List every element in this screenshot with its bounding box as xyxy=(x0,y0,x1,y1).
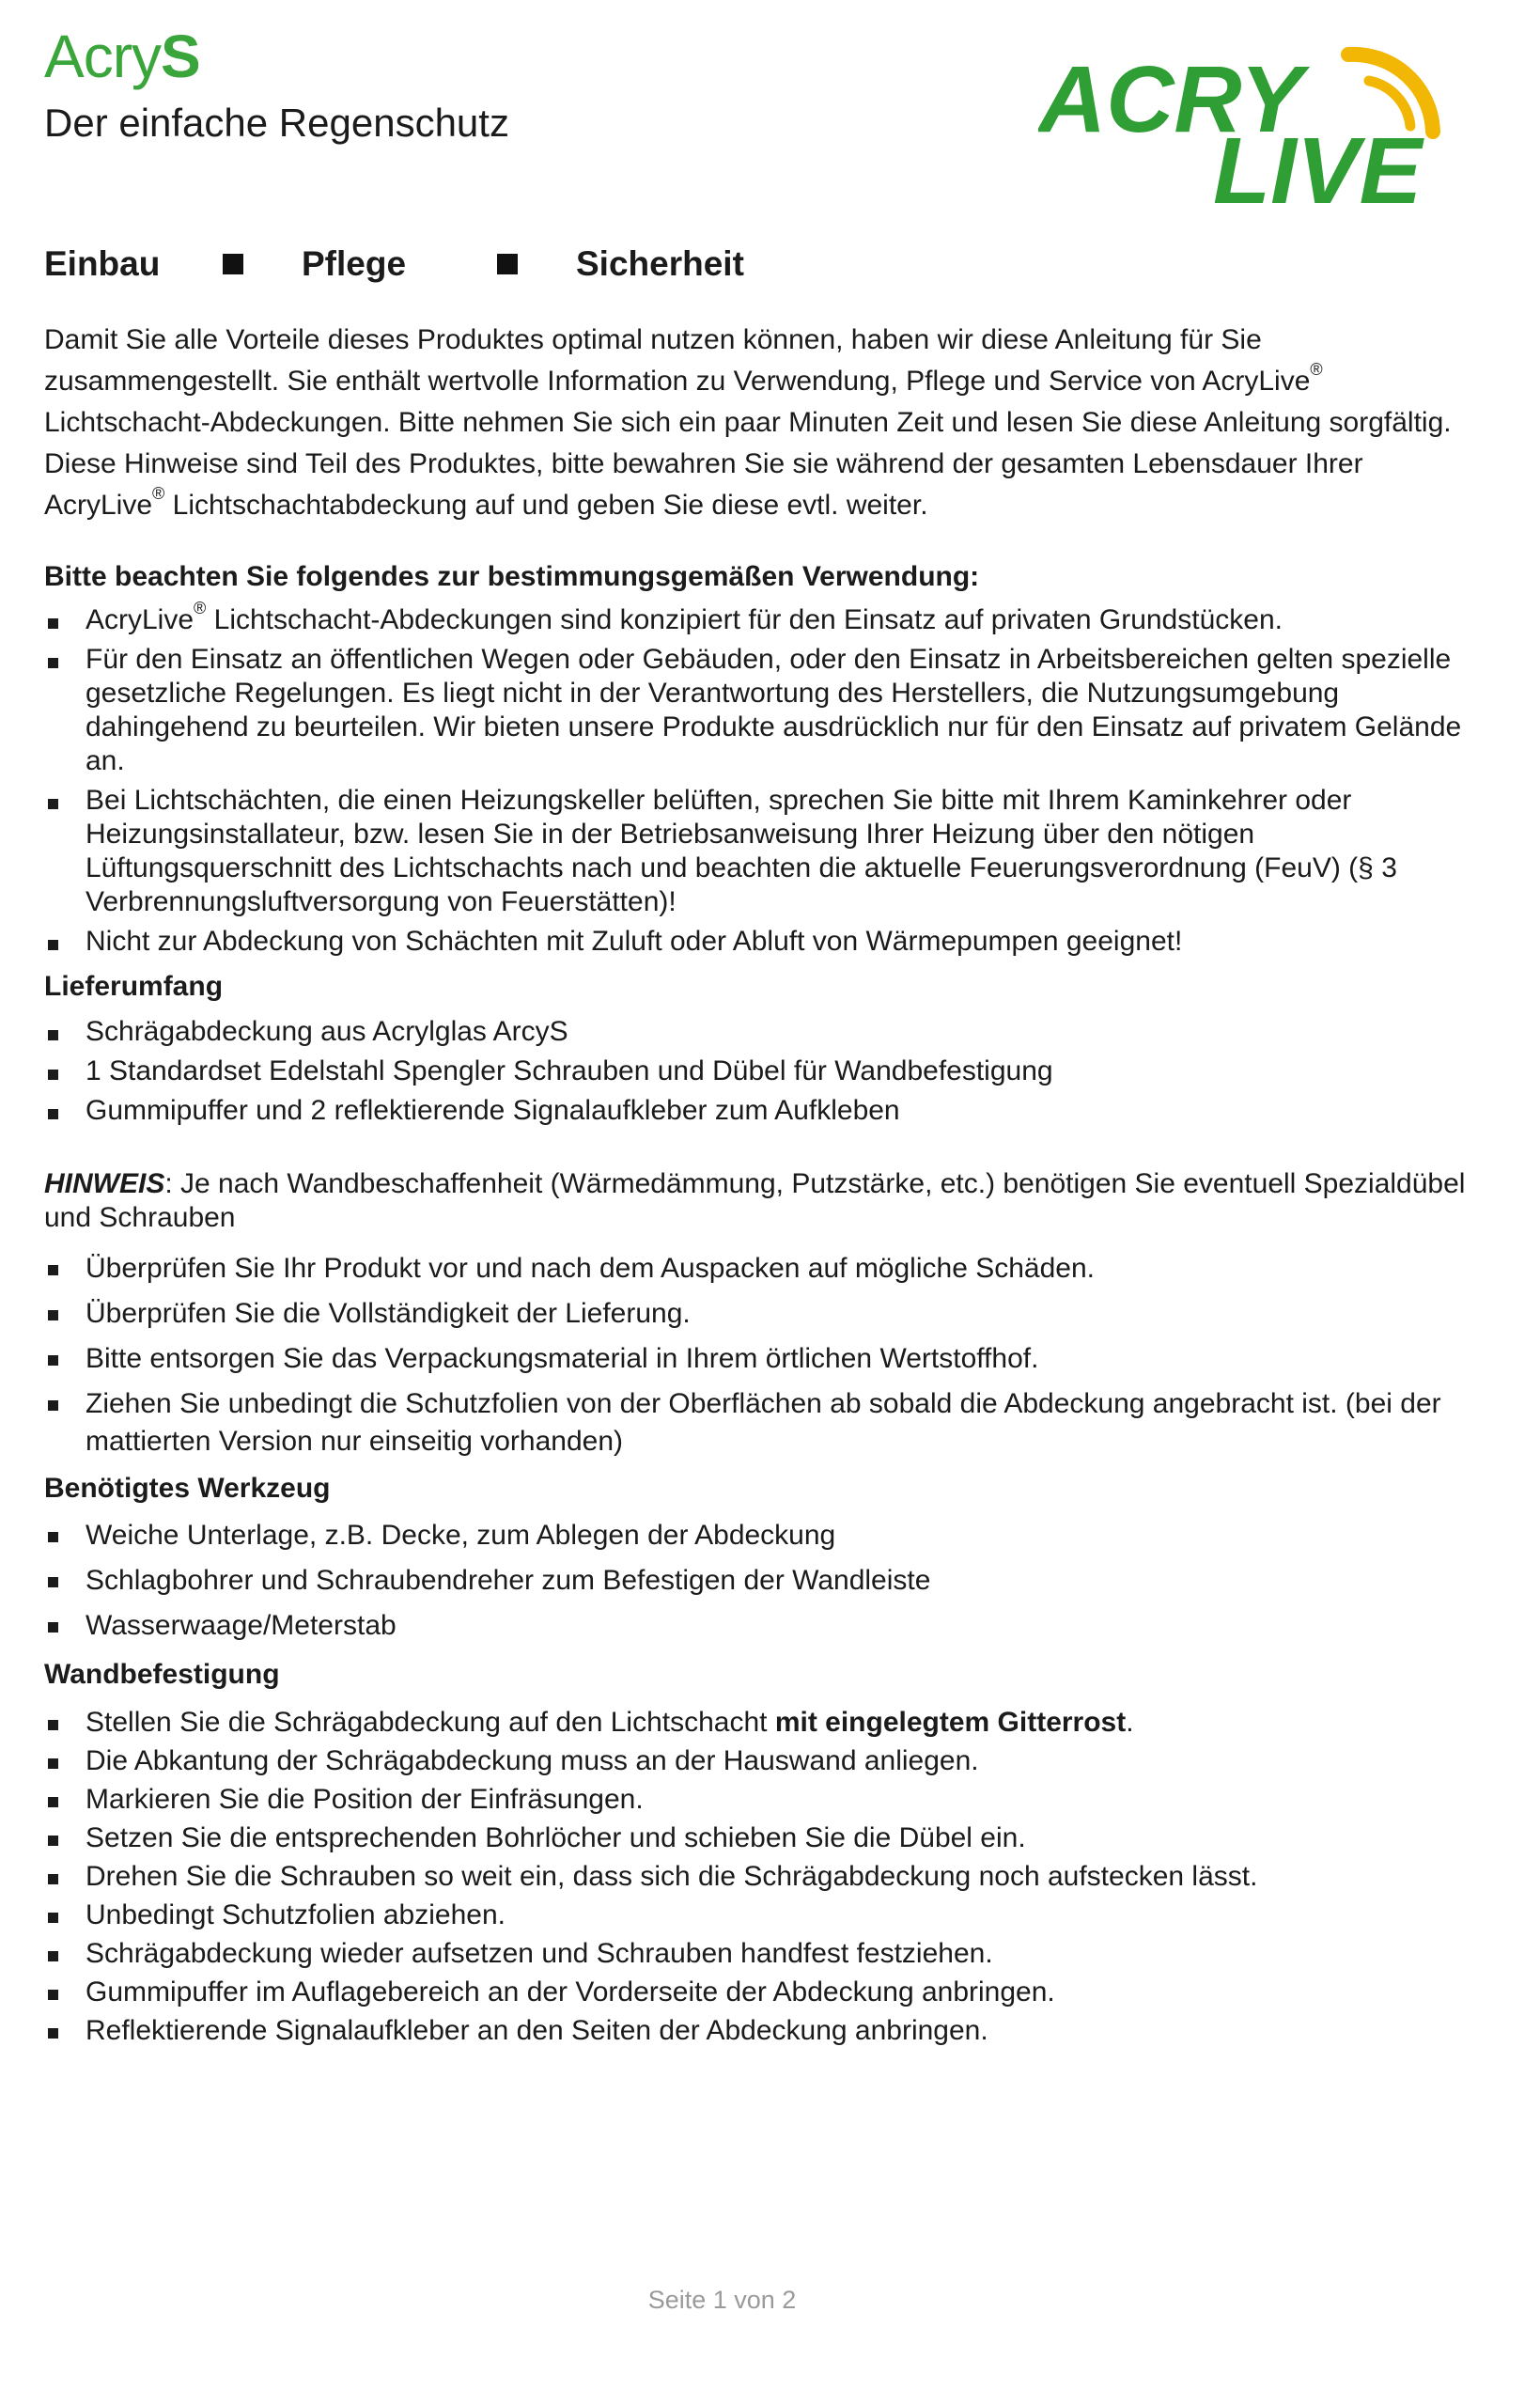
brand-subtitle: Der einfache Regenschutz xyxy=(44,101,509,145)
wall-mount-heading: Wandbefestigung xyxy=(44,1659,280,1690)
usage-heading: Bitte beachten Sie folgendes zur bestimmungsgemäßen Verwendung: xyxy=(44,561,980,592)
hint-label: HINWEIS xyxy=(44,1168,165,1199)
topic-pflege: Pflege xyxy=(302,244,407,283)
delivery-heading: Lieferumfang xyxy=(44,971,224,1002)
list-item: Gummipuffer und 2 reflektierende Signalaufkleber zum Aufkleben xyxy=(44,1094,1482,1128)
list-item: Nicht zur Abdeckung von Schächten mit Zuluft oder Abluft von Wärmepumpen geeignet! xyxy=(44,925,1482,959)
document-body xyxy=(44,320,1482,2052)
list-item: Schrägabdeckung aus Acrylglas ArcyS xyxy=(44,1015,1482,1049)
intro-paragraph: Damit Sie alle Vorteile dieses Produktes optimal nutzen können, haben wir diese Anleitung für Sie zusammengestellt. Sie enthält wertvolle Information zu Verwendung, Pflege und Service von AcryLive® Lichtschacht-Abdeckungen. Bitte nehmen Sie sich ein paar Minuten Zeit und lesen Sie diese Anleitung sorgfältig. Diese Hinweise sind Teil des Produktes, bitte bewahren Sie sie während der gesamten Lebensdauer Ihrer AcryLive® Lichtschachtabdeckung auf und geben Sie diese evtl. weiter. xyxy=(44,324,1452,521)
square-bullet-icon xyxy=(497,254,518,274)
list-item: Reflektierende Signalaufkleber an den Seiten der Abdeckung anbringen. xyxy=(44,2013,1482,2048)
acrylive-logo xyxy=(1038,21,1499,209)
page-number: Seite 1 von 2 xyxy=(647,2286,797,2314)
list-item: Gummipuffer im Auflagebereich an der Vorderseite der Abdeckung anbringen. xyxy=(44,1975,1482,2009)
list-item: Weiche Unterlage, z.B. Decke, zum Ablegen der Abdeckung xyxy=(44,1517,1482,1555)
list-item: Bitte entsorgen Sie das Verpackungsmaterial in Ihrem örtlichen Wertstoffhof. xyxy=(44,1340,1482,1378)
list-item: Bei Lichtschächten, die einen Heizungskeller belüften, sprechen Sie bitte mit Ihrem Kaminkehrer oder Heizungsinstallateur, bzw. lesen Sie in der Betriebsanweisung Ihrer Heizung über den nötigen Lüftungsquerschnitt des Lichtschachts nach und beachten die aktuelle Feuerungsverordnung (FeuV) (§ 3 Verbrennungsluftversorgung von Feuerstätten)! xyxy=(44,784,1482,919)
list-item: Überprüfen Sie die Vollständigkeit der Lieferung. xyxy=(44,1295,1482,1333)
list-item: Drehen Sie die Schrauben so weit ein, dass sich die Schrägabdeckung noch aufstecken lässt. xyxy=(44,1859,1482,1894)
topic-einbau: Einbau xyxy=(44,244,161,283)
list-item: Überprüfen Sie Ihr Produkt vor und nach dem Auspacken auf mögliche Schäden. xyxy=(44,1250,1482,1288)
list-item: Schlagbohrer und Schraubendreher zum Befestigen der Wandleiste xyxy=(44,1562,1482,1600)
list-item: Die Abkantung der Schrägabdeckung muss an der Hauswand anliegen. xyxy=(44,1743,1482,1778)
list-item: 1 Standardset Edelstahl Spengler Schrauben und Dübel für Wandbefestigung xyxy=(44,1055,1482,1088)
brand-title: AcryS xyxy=(44,23,200,90)
list-item: Für den Einsatz an öffentlichen Wegen oder Gebäuden, oder den Einsatz in Arbeitsbereichen gelten spezielle gesetzliche Regelungen. Es liegt nicht in der Verantwortung des Herstellers, die Nutzungsumgebung dahingehend zu beurteilen. Wir bieten unsere Produkte ausdrücklich nur für den Einsatz auf privatem Gelände an. xyxy=(44,643,1482,778)
list-item: Setzen Sie die entsprechenden Bohrlöcher und schieben Sie die Dübel ein. xyxy=(44,1820,1482,1855)
usage-list xyxy=(44,599,1482,959)
check-list xyxy=(44,1250,1482,1461)
list-item: Wasserwaage/Meterstab xyxy=(44,1607,1482,1645)
wall-mount-list xyxy=(44,1705,1482,2048)
square-bullet-icon xyxy=(223,254,243,274)
list-item: Schrägabdeckung wieder aufsetzen und Schrauben handfest festziehen. xyxy=(44,1936,1482,1971)
svg-text:ACRY: ACRY xyxy=(1038,47,1303,152)
hint-note: HINWEIS: Je nach Wandbeschaffenheit (Wärmedämmung, Putzstärke, etc.) benötigen Sie eventuell Spezialdübel und Schrauben xyxy=(44,1168,1466,1233)
svg-text:LIVE: LIVE xyxy=(1213,118,1423,209)
delivery-list xyxy=(44,1015,1482,1128)
list-item: Stellen Sie die Schrägabdeckung auf den Lichtschacht mit eingelegtem Gitterrost. xyxy=(44,1705,1482,1740)
tools-list xyxy=(44,1517,1482,1645)
list-item: AcryLive® Lichtschacht-Abdeckungen sind konzipiert für den Einsatz auf privaten Grundstücken. xyxy=(44,603,1482,637)
list-item: Markieren Sie die Position der Einfräsungen. xyxy=(44,1782,1482,1817)
list-item: Unbedingt Schutzfolien abziehen. xyxy=(44,1898,1482,1932)
list-item: Ziehen Sie unbedingt die Schutzfolien von der Oberflächen ab sobald die Abdeckung angebracht ist. (bei der mattierten Version nur einseitig vorhanden) xyxy=(44,1385,1482,1461)
topic-sicherheit: Sicherheit xyxy=(576,244,744,283)
topic-bar xyxy=(44,241,744,288)
tools-heading: Benötigtes Werkzeug xyxy=(44,1473,331,1504)
